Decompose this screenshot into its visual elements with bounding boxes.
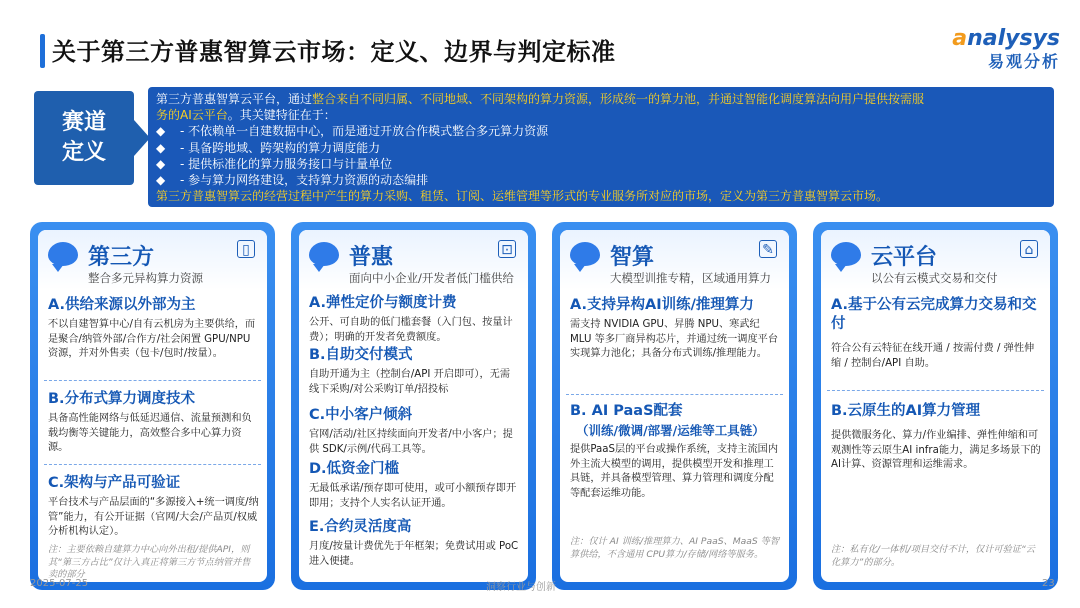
card-ai-compute [552, 222, 797, 590]
page-number: 23 [1042, 578, 1055, 589]
card-note: 注：主要依赖自建算力中心向外出租/提供API，则其“第三方占比”仅计入真正将第三方节点纳管并售卖的部分 [48, 544, 251, 580]
card-subtitle: 大模型训推专精，区域通用算力 [610, 271, 771, 285]
store-icon: ⌂ [1020, 240, 1038, 258]
definition-bullet: ◆ - 提供标准化的算力服务接口与计量单位 [156, 156, 393, 171]
dashed-divider [566, 394, 783, 395]
criterion: A.支持异构AI训练/推理算力 需支持 NVIDIA GPU、昇腾 NPU、寒武纪 MLU 等多厂商异构芯片，并通过统一调度平台实现算力池化；具备分布式训练/推理能力。 [570, 297, 779, 360]
diamond-icon: ◆ [156, 140, 166, 155]
criterion: B. AI PaaS配套 （训练/微调/部署/运维等工具链） 提供PaaS层的平台或操作系统，支持主流国内外主流大模型的调用，提供模型开发和推理工具链，并具备模型管理、算力管理和调度分配等配套运维功能。 [570, 403, 779, 499]
dashed-divider [44, 380, 261, 381]
criterion: E.合约灵活度高 月度/按量计费优先于年框架；免费试用或 PoC 进入便捷。 [309, 519, 519, 567]
card-title: 第三方 [88, 245, 155, 270]
card-third-party [30, 222, 275, 590]
criterion: D.低资金门槛 无最低承诺/预存即可使用，或可小额预存即开即用；支持个人实名认证开通。 [309, 461, 517, 509]
dashed-divider [827, 390, 1044, 391]
criterion: A.基于公有云完成算力交易和交付 符合公有云特征在线开通 / 按需付费 / 弹性伸缩 / 控制台/API 自助。 [831, 297, 1037, 369]
card-inclusive [291, 222, 536, 590]
definition-bullet: ◆ - 参与算力网络建设，支持算力资源的动态编排 [156, 173, 429, 188]
page-title: 关于第三方普惠智算云市场：定义、边界与判定标准 [52, 38, 616, 66]
criterion: A.供给来源以外部为主 不以自建智算中心/自有云机房为主要供给，而是聚合/纳管外部/合作方/社会闲置 GPU/NPU 资源，并对外售卖（包卡/包时/按量）。 [48, 297, 256, 360]
card-title: 智算 [610, 245, 655, 270]
card-title: 云平台 [871, 245, 938, 270]
diamond-icon: ◆ [156, 124, 166, 139]
card-subtitle: 整合多元异构算力资源 [88, 271, 203, 285]
definition-label: 赛道 定义 [34, 91, 134, 185]
definition-intro: 第三方普惠智算云平台，通过整合来自不同归属、不同地域、不同架构的算力资源，形成统一的算力池，并通过智能化调度算法向用户提供按需服 [156, 92, 925, 106]
logo-subtext: 易观分析 [987, 52, 1060, 71]
card-subtitle: 以公有云模式交易和交付 [871, 271, 998, 285]
criterion: A.弹性定价与额度计费 公开、可自助的低门槛套餐（入门包、按量计费）；明确的开发者免费额度。 [309, 295, 513, 343]
diamond-icon: ◆ [156, 173, 166, 188]
criterion: B.分布式算力调度技术 具备高性能网络与低延迟通信、流量预测和负载均衡等关键能力，高效整合多中心算力资源。 [48, 391, 252, 454]
definition-box: 第三方普惠智算云平台，通过整合来自不同归属、不同地域、不同架构的算力资源，形成统一的算力池，并通过智能化调度算法向用户提供按需服 务的AI云平台。其关键特征在于： ◆ - 不依赖单一自建数据中心，而是通过开放合作模式整合多元算力资源 ◆ - 具备跨地域、跨架构的算力调度能力 ◆ - 提供标准化的算力服务接口与计量单位 ◆ - 参与算力网络建设，支持算力资源的动态编排 第三方普惠智算云的经营过程中产生的算力采购、租赁、订阅、运维管理等形式的专业服务所对应的市场，定义为第三方普惠智算云市场。 [148, 87, 1054, 207]
criterion: C.架构与产品可验证 平台技术与产品层面的“多源接入+统一调度/纳管”能力，有公开证据（官网/大会/产品页/权威分析机构认定）。 [48, 475, 259, 538]
box-icon: ⊡ [498, 240, 516, 258]
card-note: 注：私有化/一体机/项目交付不计，仅计可验证“云化算力”的部分。 [831, 544, 1035, 568]
criterion: C.中小客户倾斜 官网/活动/社区持续面向开发者/中小客户；提供 SDK/示例/代码工具等。 [309, 407, 513, 455]
logo-wordmark: analysys [952, 26, 1060, 51]
card-subtitle: 面向中小企业/开发者低门槛供给 [349, 271, 514, 285]
card-cloud-platform [813, 222, 1058, 590]
edit-icon: ✎ [759, 240, 777, 258]
definition-bullet: ◆ - 具备跨地域、跨架构的算力调度能力 [156, 140, 381, 155]
speech-bubble-icon [570, 242, 600, 266]
diamond-icon: ◆ [156, 156, 166, 171]
criteria-cards [30, 222, 1058, 590]
title-accent-bar [40, 34, 45, 68]
speech-bubble-icon [309, 242, 339, 266]
criterion: B.云原生的AI算力管理 提供微服务化、算力/作业编排、弹性伸缩和可观测性等云原生AI infra能力，满足多场景下的AI计算、资源管理和运维需求。 [831, 403, 1041, 471]
card-title: 普惠 [349, 245, 394, 270]
speech-bubble-icon [831, 242, 861, 266]
card-note: 注：仅计 AI 训练/推理算力、AI PaaS、MaaS 等智算供给，不含通用 CPU算力/存储/网络等服务。 [570, 536, 780, 560]
id-card-icon: ▯ [237, 240, 255, 258]
footer-date: 2025-07-25 [30, 578, 89, 589]
criterion: B.自助交付模式 自助开通为主（控制台/API 开启即可），无需线下采购/对公采购订单/招投标 [309, 347, 511, 395]
definition-bullet: ◆ - 不依赖单一自建数据中心，而是通过开放合作模式整合多元算力资源 [156, 124, 549, 139]
analysys-logo [952, 26, 1060, 72]
definition-conclusion: 第三方普惠智算云的经营过程中产生的算力采购、租赁、订阅、运维管理等形式的专业服务所对应的市场，定义为第三方普惠智算云市场。 [156, 189, 889, 204]
speech-bubble-icon [48, 242, 78, 266]
dashed-divider [44, 464, 261, 465]
footer-tagline: 洞察行业与创新 [486, 582, 556, 593]
